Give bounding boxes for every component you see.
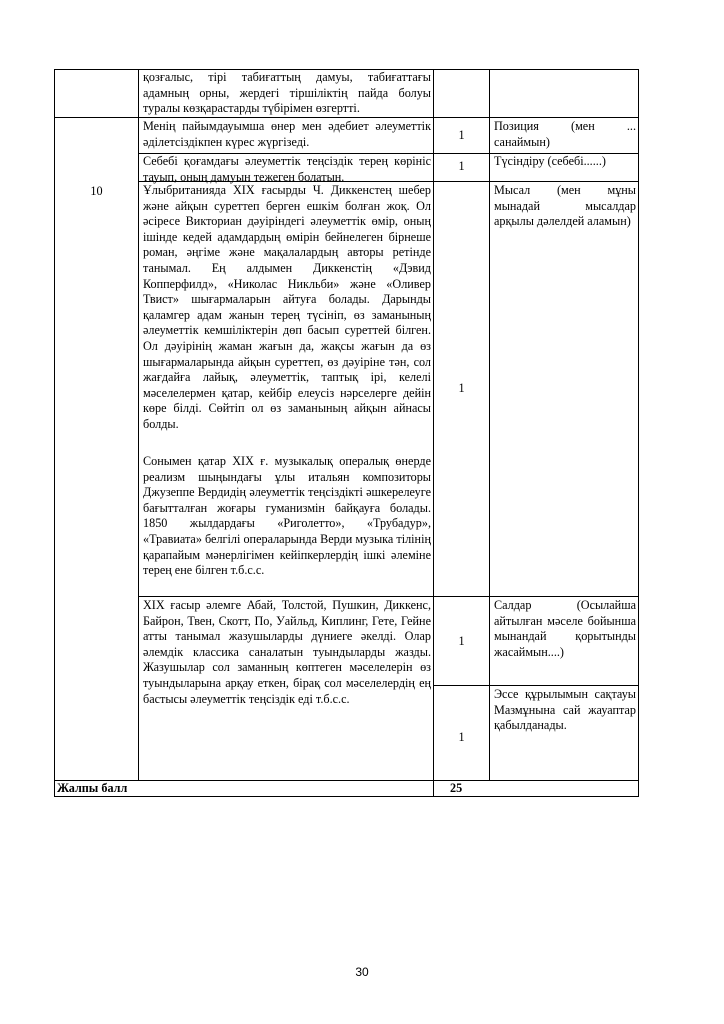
criterion-text: Эссе құрылымын сақтауы Мазмұнына сай жауаптар қабылданады. — [494, 687, 636, 733]
score-cell: 1 — [458, 730, 465, 744]
criterion-text: Салдар (Осылайша айтылған мәселе бойынша мынандай қорытынды жасаймын....) — [494, 598, 636, 659]
column-divider — [489, 69, 490, 781]
total-value: 25 — [450, 781, 463, 795]
total-label: Жалпы балл — [57, 781, 128, 795]
content-text: Сонымен қатар XIX ғ. музыкалық опералық өнерде реализм шыңындағы ұлы итальян композиторы Джузеппе Вердидің әлеуметтік теңсіздікті әшкерелеуге бағытталған жоғары гуманизмін байқауға болады. 1850 жылдардағы «Риголетто», «Трубадур», «Травиата» белгілі операларында Верди музыка тілінің қарапайым мәнерлігімен кейіпкерлердің ішкі әлеміне терең ене білген т.б.с.с. — [143, 454, 431, 578]
row-divider — [433, 685, 639, 686]
criterion-text: Мысал (мен мұны мынадай мысалдар арқылы дәлелдей аламын) — [494, 183, 636, 229]
score-cell: 1 — [458, 381, 465, 395]
table-border-left — [54, 69, 55, 797]
criterion-text: Түсіндіру (себебі......) — [494, 154, 606, 168]
content-text: Менің пайымдауымша өнер мен әдебиет әлеуметтік әділетсіздікпен күрес жүргізеді. — [143, 119, 431, 149]
criterion-text: Позиция (мен ... санаймын) — [494, 119, 636, 149]
content-text: Себебі қоғамдағы әлеуметтік теңсіздік терең көрініс тауып, оның дамуын тежеген болатын. — [143, 154, 431, 184]
row-number: 10 — [90, 184, 103, 198]
score-cell: 1 — [458, 634, 465, 648]
table-border-right — [638, 69, 639, 797]
column-divider — [433, 69, 434, 797]
page-number: 30 — [355, 965, 369, 979]
row-divider — [138, 596, 639, 597]
content-text: XIX ғасыр әлемге Абай, Толстой, Пушкин, Диккенс, Байрон, Твен, Скотт, По, Уайльд, Киплинг, Гете, Гейне атты танымал жазушыларды дүниеге әкелді. Олар әлемдік классика саналатын туындыларды жазды. Жазушылар сол заманның көптеген мәселелерін өз туындыларына арқау еткен, бірақ сол мәселелердің ең бастысы әлеуметтік теңсіздік еді т.б.с.с. — [143, 598, 431, 706]
score-cell: 1 — [458, 159, 465, 173]
score-cell: 1 — [458, 128, 465, 142]
row-divider — [54, 117, 639, 118]
content-text: Ұлыбританияда XIX ғасырды Ч. Диккенстең шебер және айқын суреттеп берген ешкім болған жоқ. Ол әсіресе Викториан дәуіріндегі әлеуметтік өмір, оның ішінде кедей адамдардың өмірін бейнелеген бірнеше роман, әңгіме және мақалалардың авторы ретінде танымал. Ең алдымен Диккенстің «Дэвид Копперфилд», «Николас Никльби» және «Оливер Твист» шығармаларын айтуға болады. Дарынды қаламгер адам жанын терең түсініп, өз заманының әлеуметтік кемшіліктерін дөп басып суреттей білген. Ол дәуірінің жаман жағын да, жақсы жағын да өз шығармаларында айқын суреттеп, өз дәуіріне тән, сол жағдайға лайық, әлеуметтік, таптық ірі, келелі мәселелермен қатар, кейбір елеусіз нәрселерге дейін көре білді. Сөйтіп ол өз заманының айқын айнасы болды. — [143, 183, 431, 431]
content-text: қозғалыс, тірі табиғаттың дамуы, табиғаттағы адамның орны, жердегі тіршіліктің пайда болуы туралы көзқарастарды түбірімен өзгертті. — [143, 70, 431, 116]
